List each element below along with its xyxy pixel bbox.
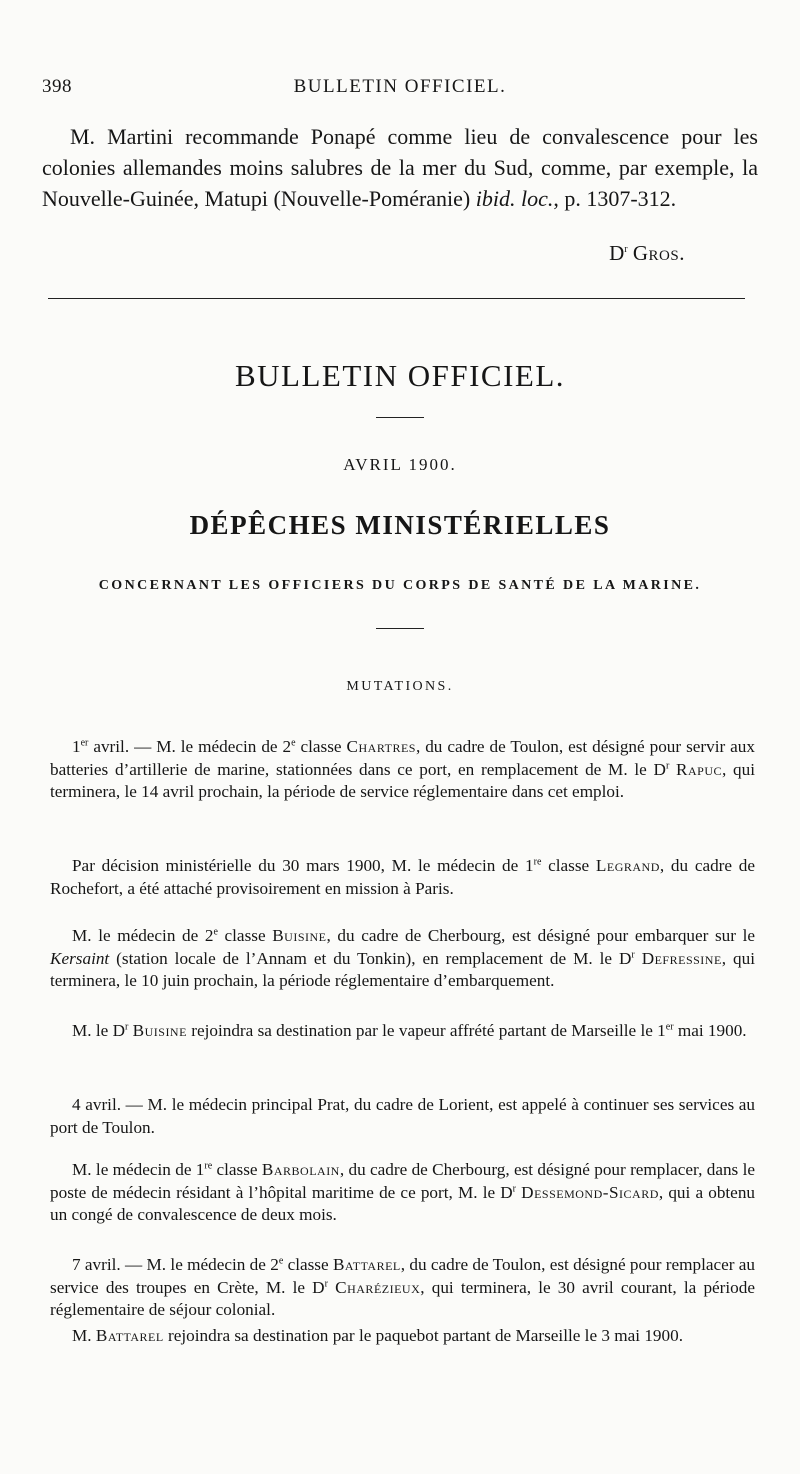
p3-ship: Kersaint — [50, 948, 110, 968]
intro-reference: ibid. loc. — [475, 186, 554, 211]
p4-name: Buisine — [132, 1021, 187, 1040]
p1-text: 1 — [72, 737, 81, 756]
p6-name: Barbolain — [261, 1160, 340, 1179]
p7-text: 7 avril. — M. le médecin de 2 — [72, 1255, 279, 1274]
running-title: BULLETIN OFFICIEL. — [293, 76, 507, 97]
signature-prefix: D — [609, 241, 625, 265]
p6-sup: re — [204, 1160, 213, 1172]
mutations-heading: MUTATIONS. — [346, 679, 454, 694]
p8-text: M. — [72, 1326, 96, 1345]
paragraph-8 — [50, 1325, 755, 1348]
paragraph-3 — [50, 925, 755, 993]
p7-name: Charézieux — [335, 1277, 421, 1297]
p7-text: , du cadre de Toulon, est désigné pour remplacer au service des troupes en Crète, M. le D — [50, 1255, 755, 1297]
p1-sup: e — [291, 737, 296, 749]
p1-name: Chartres — [346, 737, 416, 756]
signature-name: Gros. — [632, 241, 685, 265]
p2-text: , du cadre de Rochefort, a été attaché provisoirement en mission à Paris. — [50, 856, 755, 898]
p6-sup: r — [512, 1182, 517, 1194]
p3-text — [635, 949, 642, 968]
section-title: DÉPÊCHES MINISTÉRIELLES — [189, 510, 611, 540]
p3-text: , du cadre de Cherbourg, est désigné pour embarquer sur le — [326, 926, 755, 945]
p1-text: , qui terminera, le 14 avril prochain, la période de service réglementaire dans cet emploi. — [50, 759, 756, 801]
p4-sup: r — [125, 1021, 129, 1033]
p4-sup: er — [665, 1021, 674, 1033]
p7-name: Battarel — [332, 1255, 401, 1274]
p2-text: classe — [541, 856, 596, 875]
p3-text: classe — [217, 926, 273, 945]
p7-sup: r — [324, 1277, 328, 1289]
intro-text: M. Martini recommande Ponapé comme lieu de convalescence pour les colonies allemandes moins salubres de la mer du Sud, comme, par exemple, la Nouvelle-Guinée, Matupi (Nouvelle-Poméranie) — [42, 124, 758, 211]
running-head — [42, 76, 758, 104]
date-heading: AVRIL 1900. — [343, 455, 457, 474]
p5-text: 4 avril. — M. le médecin principal Prat, du cadre de Lorient, est appelé à continuer ses services au port de Toulon. — [50, 1095, 755, 1137]
p3-text: M. le médecin de 2 — [72, 926, 214, 945]
bulletin-title: BULLETIN OFFICIEL. — [234, 358, 566, 393]
p2-name: Legrand — [595, 856, 660, 875]
signature-sup: r — [624, 244, 628, 255]
p1-sup: r — [665, 759, 670, 771]
p3-sup: r — [631, 948, 635, 960]
p7-text: , qui terminera, le 30 avril courant, la période réglementaire de séjour colonial. — [50, 1277, 756, 1319]
p2-sup: re — [533, 856, 542, 868]
p3-text: , qui terminera, le 10 juin prochain, la période réglementaire d’embarquement. — [50, 948, 755, 990]
p8-name: Battarel — [95, 1326, 164, 1345]
p3-name: Buisine — [272, 926, 327, 945]
p8-text: rejoindra sa destination par le paquebot partant de Marseille le 3 mai 1900. — [163, 1326, 684, 1345]
p7-text: classe — [283, 1255, 333, 1274]
p1-text: avril. — M. le médecin de 2 — [88, 737, 292, 756]
p6-text: M. le médecin de 1 — [72, 1160, 205, 1179]
paragraph-6 — [50, 1159, 755, 1227]
p4-text: mai 1900. — [673, 1021, 747, 1040]
page-number: 398 — [42, 76, 72, 97]
p2-text: Par décision ministérielle du 30 mars 1900, M. le médecin de 1 — [72, 856, 534, 875]
paragraph-5 — [50, 1094, 755, 1139]
paragraph-7 — [50, 1254, 755, 1322]
p7-sup: e — [278, 1255, 284, 1267]
short-rule-2 — [376, 628, 424, 629]
p1-text: , du cadre de Toulon, est désigné pour servir aux batteries d’artillerie de marine, stationnées dans ce port, en remplacement de M. le D — [50, 737, 755, 779]
paragraph-4 — [50, 1020, 755, 1043]
intro-paragraph — [42, 121, 758, 214]
separator-rule — [48, 298, 745, 299]
intro-text-end: , p. 1307-312. — [553, 186, 677, 211]
paragraph-1 — [50, 736, 755, 804]
short-rule-1 — [376, 417, 424, 418]
p4-text: M. le D — [72, 1021, 125, 1040]
p6-name: Dessemond-Sicard — [521, 1182, 659, 1202]
p3-text: (station locale de l’Annam et du Tonkin), en remplacement de M. le D — [109, 948, 632, 968]
paragraph-2 — [50, 855, 755, 900]
p6-text: classe — [212, 1160, 262, 1179]
p3-sup: e — [213, 926, 218, 938]
p1-sup: er — [80, 737, 89, 749]
p1-name: Rapuc — [676, 759, 723, 779]
p6-text: , du cadre de Cherbourg, est désigné pour remplacer, dans le poste de médecin résidant à l’hôpital maritime de ce port, M. le D — [50, 1160, 755, 1202]
p6-text: , qui a obtenu un congé de convalescence de deux mois. — [50, 1182, 756, 1224]
p3-name: Defressine — [641, 948, 722, 968]
section-subtitle: CONCERNANT LES OFFICIERS DU CORPS DE SANTÉ DE LA MARINE. — [98, 578, 702, 593]
p1-text: classe — [295, 737, 347, 756]
p4-text: rejoindra sa destination par le vapeur affrété partant de Marseille le 1 — [186, 1021, 666, 1040]
signature — [609, 241, 685, 266]
